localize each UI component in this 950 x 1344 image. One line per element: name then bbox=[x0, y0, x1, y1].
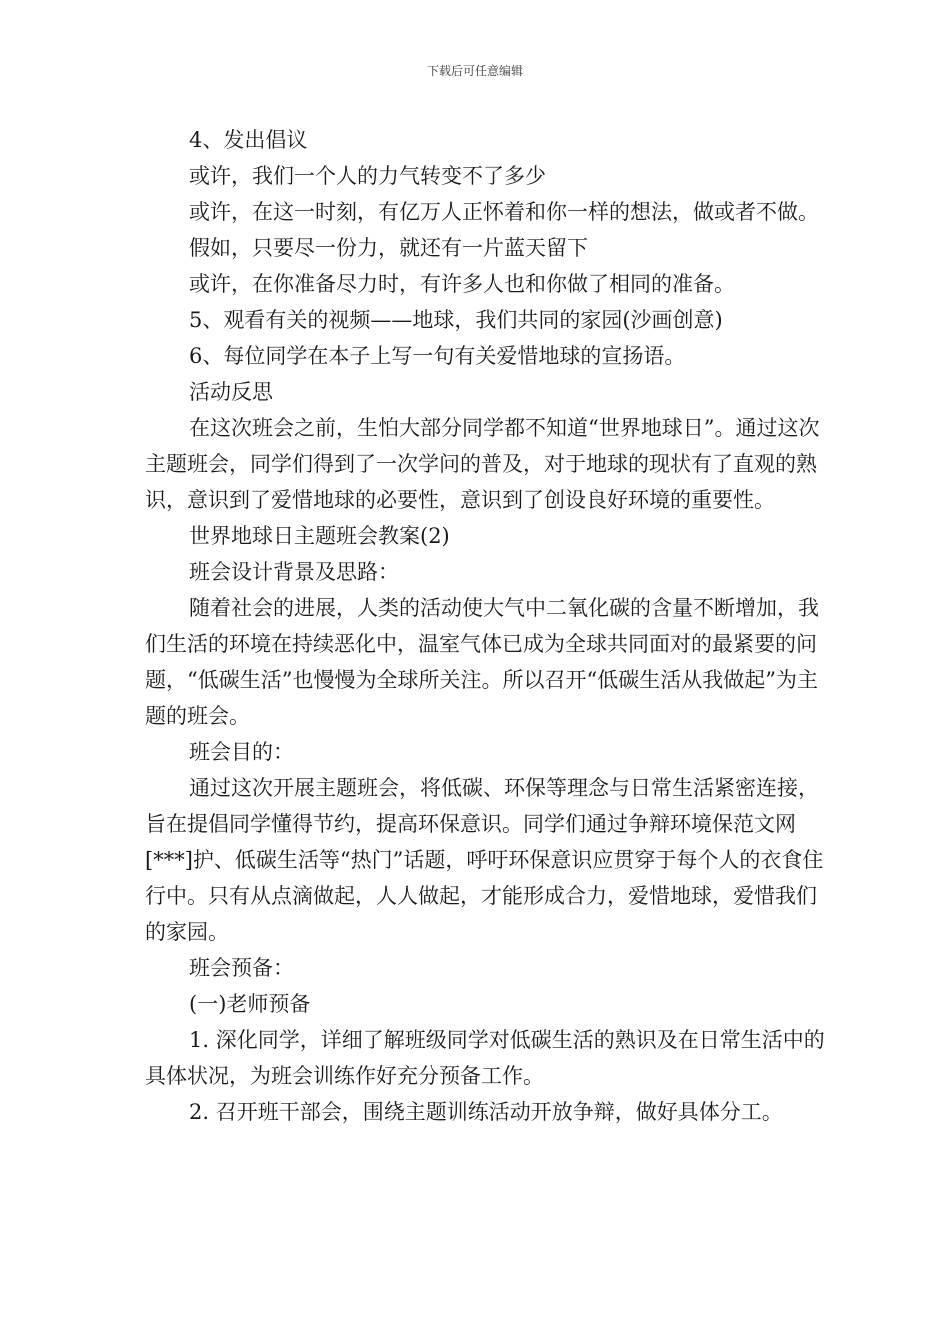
section-title: 世界地球日主题班会教案(2) bbox=[189, 524, 450, 548]
paragraph: 4、发出倡议 bbox=[189, 128, 308, 152]
paragraph: 1. 深化同学，详细了解班级同学对低碳生活的熟识及在日常生活中的具体状况，为班会训练作好充分预备工作。 bbox=[145, 1028, 825, 1088]
paragraph: 5、观看有关的视频——地球，我们共同的家园(沙画创意) bbox=[189, 308, 723, 332]
section-heading: (一)老师预备 bbox=[189, 992, 311, 1016]
section-heading: 班会设计背景及思路： bbox=[189, 560, 399, 584]
page-header: 下载后可任意编辑 bbox=[426, 64, 523, 78]
paragraph: 或许，在这一时刻，有亿万人正怀着和你一样的想法，做或者不做。 bbox=[189, 200, 819, 224]
section-heading: 班会目的： bbox=[189, 740, 294, 764]
paragraph: 6、每位同学在本子上写一句有关爱惜地球的宣扬语。 bbox=[189, 344, 686, 368]
section-heading: 班会预备： bbox=[189, 956, 294, 980]
paragraph: 2. 召开班干部会，围绕主题训练活动开放争辩，做好具体分工。 bbox=[189, 1100, 783, 1124]
paragraph: 或许，我们一个人的力气转变不了多少 bbox=[189, 164, 546, 188]
section-heading: 活动反思 bbox=[189, 380, 273, 404]
paragraph: 随着社会的进展，人类的活动使大气中二氧化碳的含量不断增加，我们生活的环境在持续恶化中，温室气体已成为全球共同面对的最紧要的问题，“低碳生活”也慢慢为全球所关注。所以召开“低碳生活从我做起”为主题的班会。 bbox=[145, 596, 819, 728]
document-body bbox=[145, 122, 825, 1130]
paragraph: 通过这次开展主题班会，将低碳、环保等理念与日常生活紧密连接，旨在提倡同学懂得节约，提高环保意识。同学们通过争辩环境保范文网[***]护、低碳生活等“热门”话题，呼吁环保意识应贯穿于每个人的衣食住行中。只有从点滴做起，人人做起，才能形成合力，爱惜地球，爱惜我们的家园。 bbox=[145, 776, 824, 944]
paragraph: 或许，在你准备尽力时，有许多人也和你做了相同的准备。 bbox=[189, 272, 735, 296]
paragraph: 假如，只要尽一份力，就还有一片蓝天留下 bbox=[189, 236, 588, 260]
paragraph: 在这次班会之前，生怕大部分同学都不知道“世界地球日”。通过这次主题班会，同学们得到了一次学问的普及，对于地球的现状有了直观的熟识，意识到了爱惜地球的必要性，意识到了创设良好环境的重要性。 bbox=[145, 416, 820, 512]
